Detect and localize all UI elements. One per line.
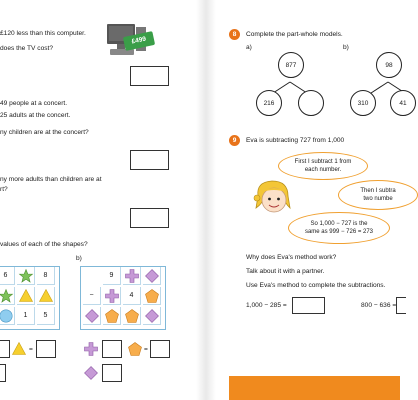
answer-box-shape-b3[interactable] [102,364,122,382]
calc2-text: 800 − 636 = [361,302,397,309]
q-concert-line3: ny children are at the concert? [0,129,89,136]
model-a-part1: 216 [256,90,282,116]
grid-b-number-9: 9 [109,272,114,279]
calc1-text: 1,000 − 285 = [246,302,287,309]
grid-a-triangle-cell [17,287,35,305]
grid-b-diamond-cell [143,267,161,285]
grid-a-number-6: 6 [3,272,8,279]
q8-b-label: b) [343,44,349,51]
bubble1-line2: each number. [304,167,342,173]
use-text: Use Eva's method to complete the subtractions. [246,282,386,289]
q-concert-line1: 49 people at a concert. [0,100,68,107]
bubble2-line1: Then I subtra [360,188,396,194]
blue-circle-icon [0,309,13,323]
purple-diamond-icon [145,269,159,283]
purple-cross-icon [125,269,139,283]
answer-box-calc1[interactable] [292,297,325,314]
yellow-triangle-icon [19,289,33,302]
bubble1-line1: First I subtract 1 from [294,159,352,165]
grid-b-cell-minus [83,287,101,305]
footer-band [229,376,400,400]
orange-pentagon-icon [128,342,142,356]
model-a-whole: 877 [278,52,304,78]
grid-b-cross2-cell [103,287,121,305]
model-b-whole: 98 [376,52,402,78]
price-tag: £499 [123,31,155,51]
page-gutter [196,0,216,400]
answer-box-shape-a3[interactable] [0,364,6,382]
grid-a-circle-cell [0,307,15,325]
grid-b-diamond2-cell [83,307,101,325]
grid-a-star-cell [17,267,35,285]
model-b-part1: 310 [350,90,376,116]
shape-grid-b [80,266,166,330]
orange-pentagon-icon [105,309,119,323]
grid-a-number-8: 8 [43,272,48,279]
question-9-badge: 9 [229,135,240,146]
answer-box-difference[interactable] [130,208,169,228]
equals-sign-b: = [144,346,148,353]
grid-a-number-1: 1 [23,312,28,319]
q-concert-line5: rt? [0,186,8,193]
purple-diamond-icon [85,309,99,323]
grid-b-pentagon3-cell [123,307,141,325]
grid-a-cell-8 [37,267,55,285]
answer-box-shape-a2[interactable] [36,340,56,358]
grid-b-cross-cell [123,267,141,285]
grid-a-triangle2-cell [37,287,55,305]
shape-grid-a [0,266,60,330]
question-8-badge: 8 [229,29,240,40]
q-concert-line4: ny more adults than children are at [0,176,102,183]
q-shapes: values of each of the shapes? [0,241,88,248]
answer-box-calc2[interactable] [396,297,406,314]
grid-b-diamond3-cell [143,307,161,325]
model-b-part2: 41 [390,90,416,116]
q8-a-label: a) [246,44,252,51]
why-text: Why does Eva's method work? [246,254,337,261]
green-star-icon [19,269,33,283]
bubble3-line1: So 1,000 − 727 is the [310,221,368,227]
q-tv-line2: does the TV cost? [0,45,54,52]
purple-diamond-icon [145,309,159,323]
q-tv-line1: £120 less than this computer. [0,30,86,37]
q8-title: Complete the part-whole models. [246,31,343,38]
speech-bubble-1 [278,152,368,180]
green-star-icon [0,289,13,303]
grid-b-cell-9 [103,267,121,285]
bubble2-line2: two numbe [363,196,393,202]
purple-cross-icon [105,289,119,303]
talk-text: Talk about it with a partner. [246,268,325,275]
eva-character-icon [254,178,294,220]
q9-title: Eva is subtracting 727 from 1,000 [246,137,345,144]
q-concert-line2: 25 adults at the concert. [0,112,71,119]
answer-box-tv[interactable] [130,66,169,86]
answer-box-shape-b1[interactable] [102,340,122,358]
grid-b-minus-sign: − [89,292,94,299]
grid-a-cell-1 [17,307,35,325]
grid-b-cell-4 [123,287,141,305]
orange-pentagon-icon [145,289,159,303]
grid-a-cell-5 [37,307,55,325]
grid-a-number-5: 5 [43,312,48,319]
yellow-triangle-icon [39,289,53,302]
answer-box-shape-a1[interactable] [0,340,10,358]
grid-b-pentagon2-cell [103,307,121,325]
orange-pentagon-icon [125,309,139,323]
answer-box-children[interactable] [130,150,169,170]
bubble3-line2: same as 999 − 726 = 273 [304,229,374,235]
speech-bubble-2 [338,180,418,210]
purple-cross-icon [84,342,98,356]
grid-a-star2-cell [0,287,15,305]
purple-diamond-icon [84,366,98,380]
grid-b-number-4: 4 [129,292,134,299]
answer-box-shape-b2[interactable] [150,340,170,358]
grid-b-pentagon-cell [143,287,161,305]
speech-bubble-3 [288,212,390,244]
model-a-part2-input[interactable] [298,90,324,116]
yellow-triangle-icon [12,342,26,355]
part-b-label: b) [76,255,82,262]
equals-sign-a: = [29,346,33,353]
grid-a-cell-6 [0,267,15,285]
